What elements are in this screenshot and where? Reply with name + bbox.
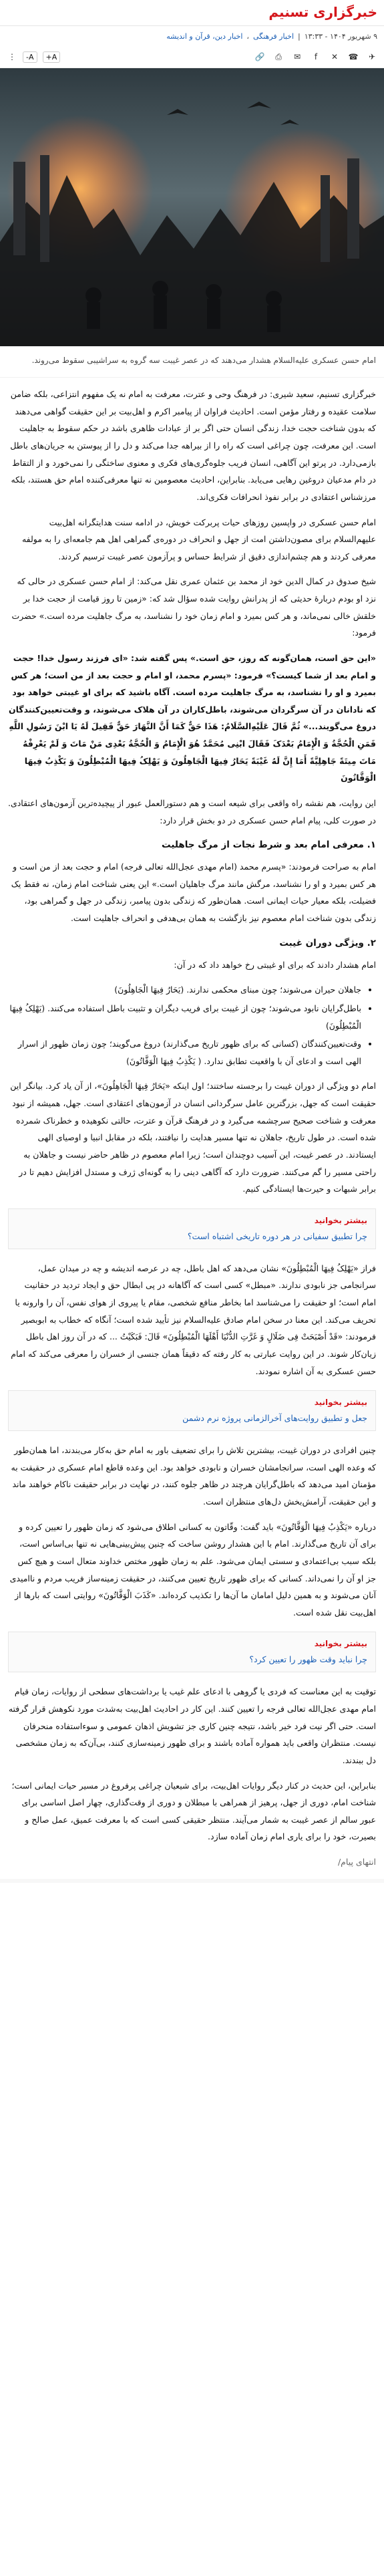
meta-separator-2: ، (246, 31, 249, 41)
site-header (0, 0, 384, 26)
bullet-list (8, 981, 361, 1069)
read-more-box (8, 1390, 376, 1431)
ruined-city-illustration (0, 68, 384, 346)
paragraph: امام هشدار دادند که برای او غیبتی رخ خواهد داد که در آن: (174, 959, 376, 970)
article-body (0, 386, 384, 1871)
read-more-link[interactable]: جعل و تطبیق روایت‌های آخرالزمانی پروژه نرم دشمن (182, 1413, 367, 1424)
list-item: • جاهلان حیران می‌شوند؛ چون مبنای محکمی ندارند. (یَحَارُ فِیهَا الْجَاهِلُونَ) (8, 981, 361, 999)
read-more-label: بیشتر بخوانید (314, 1398, 367, 1408)
read-more-label: بیشتر بخوانید (314, 1215, 367, 1225)
list-item: • وقت‌تعیین‌کنندگان (کسانی که برای ظهور تاریخ می‌گذارند) دروغ می‌گویند؛ چون زمان ظهور از اسرار الهی است و ادعای آن با واقعیت تطابق ندارد. ( یَکْذِبُ فِیهَا الْوَقَّاتُونَ) (8, 1035, 361, 1069)
hero-image (0, 68, 384, 346)
paragraph: این روایت، هم نقشه راه واقعی برای شیعه است و هم دستورالعمل عبور از پیچیده‌ترین آزمون‌های اعتقادی. در صورت کلی، پیام امام حسن عسکری در دو بخش قرار دارد: (7, 797, 376, 825)
list-item: • باطل‌گرایان نابود می‌شوند؛ چون از غیبت برای فریب دیگران و تثبیت باطل استفاده می‌کنند. (یَهْلِکُ فِیهَا الْمُبْطِلُونَ) (8, 1000, 361, 1034)
print-icon[interactable]: ⎙ (275, 51, 282, 61)
paragraph: بنابراین، این حدیث در کنار دیگر روایات اهل‌بیت، برای شیعیان چراغی پرفروغ در مسیر حیات ایمانی است؛ شناخت امام، دوری از جهل، پرهیز از همراهی با مبطلان و دوری از وقت‌گذاری، چهار اصل اساسی برای عبور سالم از عصر غیبت به شمار می‌آیند. منتظر حقیقی کسی است که با معرفت عمیق، عمل صالح و بصیرت، خود را برای یاری امام زمان آماده سازد. (11, 1780, 376, 1842)
more-icon[interactable]: ⋮ (8, 52, 16, 61)
paragraph: «این حق است، همان‌گونه که روز، حق است.» پس گفته شد: «ای فرزند رسول خدا! حجت و امام بعد از شما کیست؟» فرمود: «پسرم محمد، او امام و حجت بعد از من است؛ هر کس بمیرد و او را نشناسد، به مرگ جاهلیت مرده است. آگاه باشید که برای او غیبتی خواهد بود که نادانان در آن سرگردان می‌شوند، باطل‌کاران در آن هلاک می‌شوند، و وقت‌تعیین‌کنندگان دروغ می‌گویند...» ثُمَّ قَالَ عَلَیْهِ‌السَّلَامُ: هَذَا حَقٌّ کَمَا أَنَّ النَّهَارَ حَقٌّ فَقِیلَ لَهُ یَا ابْنَ رَسُولِ اللَّهِ فَمَنِ الْحُجَّةُ وَ الْإِمَامُ بَعْدَکَ فَقَالَ ابْنِی مُحَمَّدٌ هُوَ الْإِمَامُ وَ الْحُجَّةُ بَعْدِی مَنْ مَاتَ وَ لَمْ یَعْرِفْهُ مَاتَ مِیتَةً جَاهِلِیَّةً أَمَا إِنَّ لَهُ غَیْبَةً یَحَارُ فِیهَا الْجَاهِلُونَ وَ یَهْلِکُ فِیهَا الْمُبْطِلُونَ وَ یَکْذِبُ فِیهَا الْوَقَّاتُونَ (8, 652, 376, 783)
share-toolbar (0, 46, 384, 68)
paragraph: شیخ صدوق در کمال الدین خود از محمد بن عثمان عمری نقل می‌کند: از امام حسن عسکری در حالی که نزد او بودم دربارهٔ حدیثی که از پدرانش روایت شده سؤال شد که: «زمین تا روز قیامت از حجت خدا بر خلقش خالی نمی‌ماند، و هر کس بمیرد و امام زمان خود را نشناسد، به مرگ جاهلیت مرده است.» حضرت فرمود: (11, 576, 376, 638)
read-more-box (8, 1632, 376, 1672)
telegram-icon[interactable]: ✈ (368, 52, 376, 61)
publish-date: ۹ شهریور ۱۴۰۴ - ۱۳:۳۳ (304, 31, 377, 41)
increase-font-button[interactable]: A+ (43, 51, 61, 63)
email-icon[interactable]: ✉ (293, 52, 301, 61)
decrease-font-button[interactable]: A- (23, 51, 37, 63)
meta-separator: | (298, 31, 301, 41)
font-controls (7, 51, 60, 63)
subcategory-link[interactable]: اخبار دین، قرآن و اندیشه (166, 31, 243, 41)
facebook-icon[interactable]: f (314, 52, 318, 61)
paragraph: امام حسن عسکری در واپسین روزهای حیات پربرکت خویش، در ادامه سنت هدایتگرانه اهل‌بیت علیهم‌السلام برای مصون‌داشتن امت از جهل و انحراف در دوره‌ی گمراهی اهل هم جامعه‌ای را به مولفه معرفی کردند و هم چشم‌اندازی دقیق از شرایط حساس و پرآزمون عصر غیبت ترسیم کردند. (21, 517, 376, 561)
paragraph: چنین افرادی در دوران غیبت، بیشترین تلاش را برای تضعیف باور به امام حق به‌کار می‌بندند، اما همان‌طور که وعده الهی است، سرانجامشان خسران و نابودی خواهد بود. این وعده قاطع امام عسکری در حقیقت به مؤمنان امید می‌دهد که باطل‌گرایان هرچند در ظاهر جلوه کنند، در نهایت در برابر حقیقت ناکام خواهند ماند و این حقیقت، آرامش‌بخش دل‌های منتظران است. (11, 1445, 376, 1507)
paragraph: امام به صراحت فرمودند: «پسرم محمد (امام مهدی عجل‌الله تعالی فرجه) امام و حجت بعد از من است و هر کس بمیرد و او را نشناسد، مرگش مانند مرگ جاهلیان است.» این یعنی شناخت امام زمان، نه فقط یک فضیلت، بلکه معیار حیات ایمانی است. همان‌طور که زندگی بدون پیامبر، زندگی در جهل و گمراهی بود، زندگی بدون شناخت امام معصوم نیز بازگشت به همان بی‌هدفی و انحراف جاهلیت است. (11, 862, 376, 924)
paragraph: انتهای پیام/ (337, 1857, 376, 1867)
section-heading: ۱. معرفی امام بعد و شرط نجات از مرگ جاهلیت (162, 840, 376, 851)
category-link[interactable]: اخبار فرهنگی (252, 31, 294, 41)
footer-rule (0, 1879, 384, 1883)
read-more-link[interactable]: چرا نباید وقت ظهور را تعیین کرد؟ (249, 1654, 367, 1665)
read-more-link[interactable]: چرا تطبیق سفیانی در هر دوره تاریخی اشتباه است؟ (187, 1231, 367, 1241)
paragraph: امام دو ویژگی از دوران غیبت را برجسته ساختند؛ اول اینکه «یَحَارُ فِیهَا الْجَاهِلُونَ»، از آن یاد کرد. بیانگر این حقیقت است که جهل، بزرگترین عامل سرگردانی انسان در آزمون‌های اعتقادی است. جهل، همیشه از نبود معرفت و شناخت صحیح سرچشمه می‌گیرد و در فرهنگ قرآن و عترت، حالتی نکوهیده و خطرناک شمرده شده است. در طول تاریخ، جاهلان نه تنها مسیر هدایت را نیافتند، بلکه در مقابل انبیا و اوصیای الهی ایستادند. در عصر غیبت، این آسیب دوچندان است؛ زیرا امام معصوم در ظاهر حاضر نیست و جاهلان به راحتی مسیر را گم می‌کنند. ضرورت دارد که آگاهی دینی را به گونه‌ای ژرف و مستدل افزایش دهیم تا در برابر شبهات و حیرت‌ها ایستادگی کنیم. (10, 1081, 376, 1194)
section-heading: ۲. ویژگی دوران غیبت (279, 937, 376, 948)
paragraph: فراز «یَهْلِکُ فِیهَا الْمُبْطِلُونَ» نشان می‌دهد که اهل باطل، چه در عرصه اندیشه و چه در میدان عمل، سرانجامی جز نابودی ندارند. «مبطل» کسی است که آگاهانه در پی ابطال حق و ایجاد تردید در حقانیت امام است؛ او حقیقت را می‌شناسد اما بخاطر منافع شخصی، مقام یا پیروی از هوای نفس، آن را وارونه یا تحریف می‌کند. این معنا در سخن امام صادق علیه‌السلام نیز تأیید شده است؛ آنگاه که خطاب به ابوبصیر فرمودند: «قَدْ أَصْبَحَتْ فِی ضَلَالٍ وَ غَرَّتِ الدُّنْیَا أَهْلَهَا الْمُبْطِلُونَ» قَالَ: فَبَکَیْتُ ... که در آن روز اهل باطل زیان‌کار شوند. در این روایت عبارتی به کار رفته که دقیقاً همان جنسی از خسران را معرفی می‌کند که امام حسن عسکری به آن اشاره نمودند. (11, 1263, 376, 1376)
share-icons (254, 51, 377, 62)
article-meta (0, 26, 384, 46)
paragraph: توقیت به این معناست که فردی یا گروهی با ادعای علم غیب یا برداشت‌های سطحی از روایات، زمان قیام امام مهدی عجل‌الله تعالی فرجه را تعیین کنند. این کار در احادیث اهل‌بیت به‌شدت مورد نکوهش قرار گرفته است. حتی اگر نیت فرد خیر باشد، نتیجه چنین کاری جز تشویش اذهان عمومی و سوءاستفاده منحرفان نیست. منتظران واقعی باید همواره آماده باشند و برای ظهور زمینه‌سازی کنند، بی‌آن‌که به زمان مشخصی دل ببندند. (8, 1686, 376, 1765)
paragraph: درباره «یَکْذِبُ فِیهَا الْوَقَّاتُونَ» باید گفت: وقّاتون به کسانی اطلاق می‌شود که زمان ظهور را تعیین کرده و برای آن تاریخ می‌گذارند. امام با این هشدار روشن ساخت که چنین پیش‌بینی‌هایی نه تنها بی‌اساس است، بلکه سبب بی‌اعتمادی و سستی ایمان می‌شود. علم به زمان ظهور مختص خداوند متعال است و هیچ کس جز او آن را نمی‌داند. کسانی که برای ظهور تاریخ تعیین می‌کنند، در حقیقت زمینه‌ساز فریب مردم و ناامیدی آنان می‌شوند و به همین دلیل امامان ما آن‌ها را تکذیب کرده‌اند. «کَذَبَ الْوَقَّاتُونَ» روایتی است که بارها از اهل‌بیت نقل شده است. (9, 1521, 376, 1618)
paragraph: خبرگزاری تسنیم، سعید شیری: در فرهنگ وحی و عترت، معرفت به امام نه یک مفهوم انتزاعی، بلکه ضامن سلامت عقیده و رفتار مؤمن است. احادیث فراوان از پیامبر اکرم و اهل‌بیت بر این حقیقت گواهی می‌دهند که بدون شناخت حجت خدا، زندگی انسان حتی اگر بر از عبادات ظاهری باشد در حکم سقوط به جاهلیت است. این معرفت، چون چراغی است که راه را از بیراهه جدا می‌کند و دل را از پیوستن به جریان‌های باطل بازمی‌دارد. در پرتو این آگاهی، انسان فریب جلوه‌گری‌های فکری و معنوی ساختگی را نمی‌خورد و از التقاط در دام مدعیان دروغین رهایی می‌یابد. بنابراین، احادیث معصومین نه تنها معرفی‌کننده امام حق هستند، بلکه مرزشناس اعتقادی در برابر نفوذ انحرافات فکری‌اند. (10, 389, 376, 502)
whatsapp-icon[interactable]: ☎ (348, 52, 359, 61)
link-icon[interactable]: 🔗 (254, 52, 265, 61)
twitter-icon[interactable]: ✕ (331, 52, 339, 61)
read-more-label: بیشتر بخوانید (314, 1639, 367, 1649)
read-more-box (8, 1208, 376, 1249)
hero-caption: امام حسن عسکری علیه‌السلام هشدار می‌دهند که در عصر غیبت سه گروه به سراشیبی سقوط می‌روند. (0, 346, 384, 378)
site-logo[interactable]: خبرگزاری تسنیم (268, 4, 377, 20)
